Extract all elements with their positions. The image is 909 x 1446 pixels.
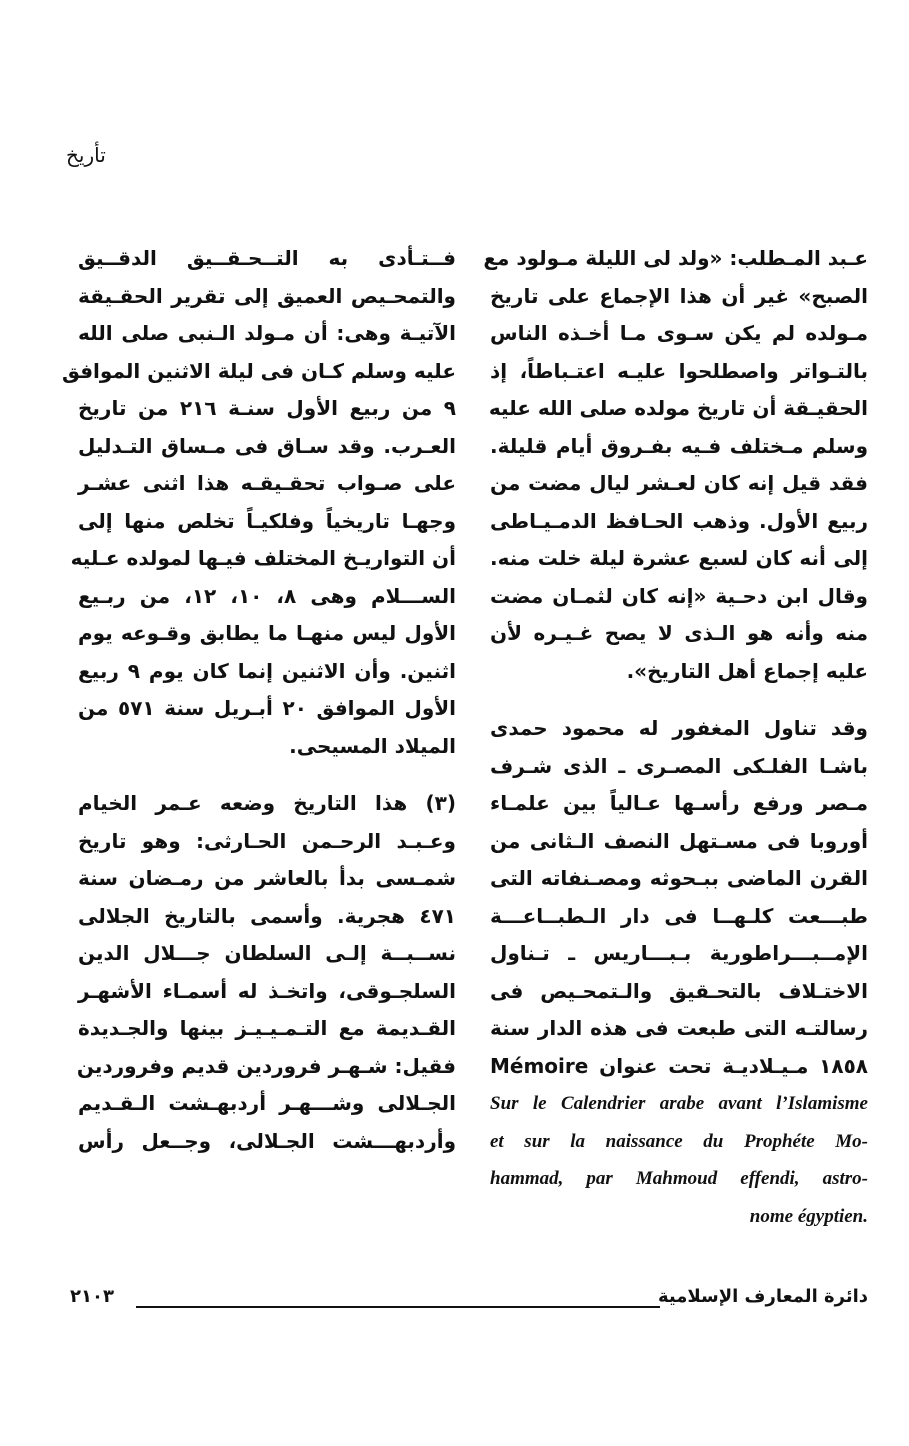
text-line: عليه إجماع أهل التاريخ». [626,658,868,683]
text-line: أوروبا فى مسـتهل النصف الـثانى من [490,828,868,853]
right-column [483,240,868,1255]
footer-title: دائرة المعارف الإسلامية [657,1286,868,1307]
text-line: القـديمة مع التـمـيـيـز بينها والجـديدة [78,1016,456,1040]
text-line: أن التواريـخ المختلف فيـها لمولده عـليه [70,546,456,570]
paragraph [490,710,868,1235]
text-line: فقيل: شـهـر فروردين قديم وفروردين [76,1053,456,1078]
text-line: الأول ليس منهـا ما يطابق وقـوعه يوم [78,621,456,645]
text-line: القرن الماضى ببـحوثه ومصـنفاته التى [490,866,868,890]
text-line: Sur le Calendrier arabe avant l’Islamisme [490,1093,868,1114]
text-line: طبـــعت كلـهــا فى دار الـطبــاعـــة [490,903,868,928]
text-line: اثنين. وأن الاثنين إنما كان يوم ٩ ربيع [78,658,456,683]
text-line: الجـلالى وشـــهـر أردبهـشت الـقـديم [78,1091,456,1115]
paragraph [483,240,868,690]
text-line: ١٨٥٨ مـيـلاديـة تحت عنوان Mémoire [490,1053,868,1078]
text-line: مـصر ورفع رأسـها عـالياً بين علمـاء [490,791,868,815]
text-line: عليه وسلم كـان فى ليلة الاثنين الموافق [61,358,456,383]
text-line: وقد تناول المغفور له محمود حمدى [490,716,868,740]
text-line: الصبح» غير أن هذا الإجماع على تاريخ [490,283,868,308]
text-line: الأول الموافق ٢٠ أبـريل سنة ٥٧١ من [78,696,457,720]
text-line: ربيع الأول. وذهب الحـافظ الدمـيـاطى [490,508,868,533]
text-line: مـولده لم يكن سـوى مـا أخـذه الناس [490,321,868,345]
text-line: العـرب. وقد سـاق فى مـساق التـدليل [78,433,456,458]
text-line: على صـواب تحقـيقـه هذا اثنى عشـر [78,471,456,495]
page-number: ٢١٠٣ [70,1286,114,1307]
left-column [61,240,457,1180]
text-line: باشـا الفلـكى المصـرى ـ الذى شـرف [490,753,868,778]
text-line: nome égyptien. [749,1205,868,1227]
text-line: منه وأنه هو الـذى لا يصح غـيـره لأن [490,621,868,645]
text-line: عـبد المـطلب: «ولد لى الليلة مـولود مع [483,246,868,270]
text-line: ٤٧١ هجرية. وأسمى بالتاريخ الجلالى [78,903,456,928]
text-line: شمـسى بدأ بالعاشر من رمـضان سنة [78,866,456,890]
text-line: فــتـأدى به التــحـقــيق الدقــيق [78,246,456,270]
text-line: ٩ من ربيع الأول سنـة ٢١٦ من تاريخ [78,396,457,420]
text-line: الإمــبـــراطورية بـبـــاريس ـ تـناول [490,941,868,965]
text-line: الاختـلاف بالتحـقيق والـتمحـيص فى [490,978,868,1003]
text-line: الميلاد المسيحى. [289,733,456,758]
text-line: السلجـوقى، واتخـذ له أسمـاء الأشهـر [78,978,456,1003]
text-line: hammad, par Mahmoud effendi, astro- [490,1168,868,1189]
text-line: رسالتـه التى طبعت فى هذه الدار سنة [490,1016,868,1040]
text-line: الآتيـة وهى: أن مـولد الـنبى صلى الله [78,321,456,345]
text-line: وجهـا تاريخياً وفلكيـاً تخلص منها إلى [78,508,456,533]
text-line: وأردبهـــشت الجـلالى، وجــعل رأس [78,1128,456,1153]
text-line: et sur la naissance du Prophéte Mo- [490,1130,868,1152]
footer-rule [136,1306,660,1308]
text-line: فقد قيل إنه كان لعـشر ليال مضت من [490,471,868,495]
text-line: نســبــة إلـى السلطان جـــلال الدين [78,941,456,965]
text-line: الســـلام وهى ٨، ١٠، ١٢، من ربـيع [78,583,457,608]
text-line: إلى أنه كان لسبع عشرة ليلة خلت منه. [490,546,868,570]
text-line: الحقيـقة أن تاريخ مولده صلى الله عليه [488,396,868,420]
text-line: والتمحـيص العميق إلى تقرير الحقـيقة [78,283,456,308]
text-line: وسلم مـختلف فـيه بفـروق أيام قليلة. [490,433,868,458]
text-line: وعـبـد الرحـمن الحـارثى: وهو تاريخ [78,828,456,853]
paragraph [78,785,456,1160]
text-line: وقال ابن دحـية «إنه كان لثمـان مضت [490,583,868,608]
page-footer [70,1286,868,1316]
paragraph [61,240,457,765]
running-head: تأريخ [66,143,106,167]
text-line: (٣) هذا التاريخ وضعه عـمر الخيام [78,791,456,815]
text-line: بالتـواتر واصطلحوا عليـه اعتـباطاً، إذ [490,358,868,383]
